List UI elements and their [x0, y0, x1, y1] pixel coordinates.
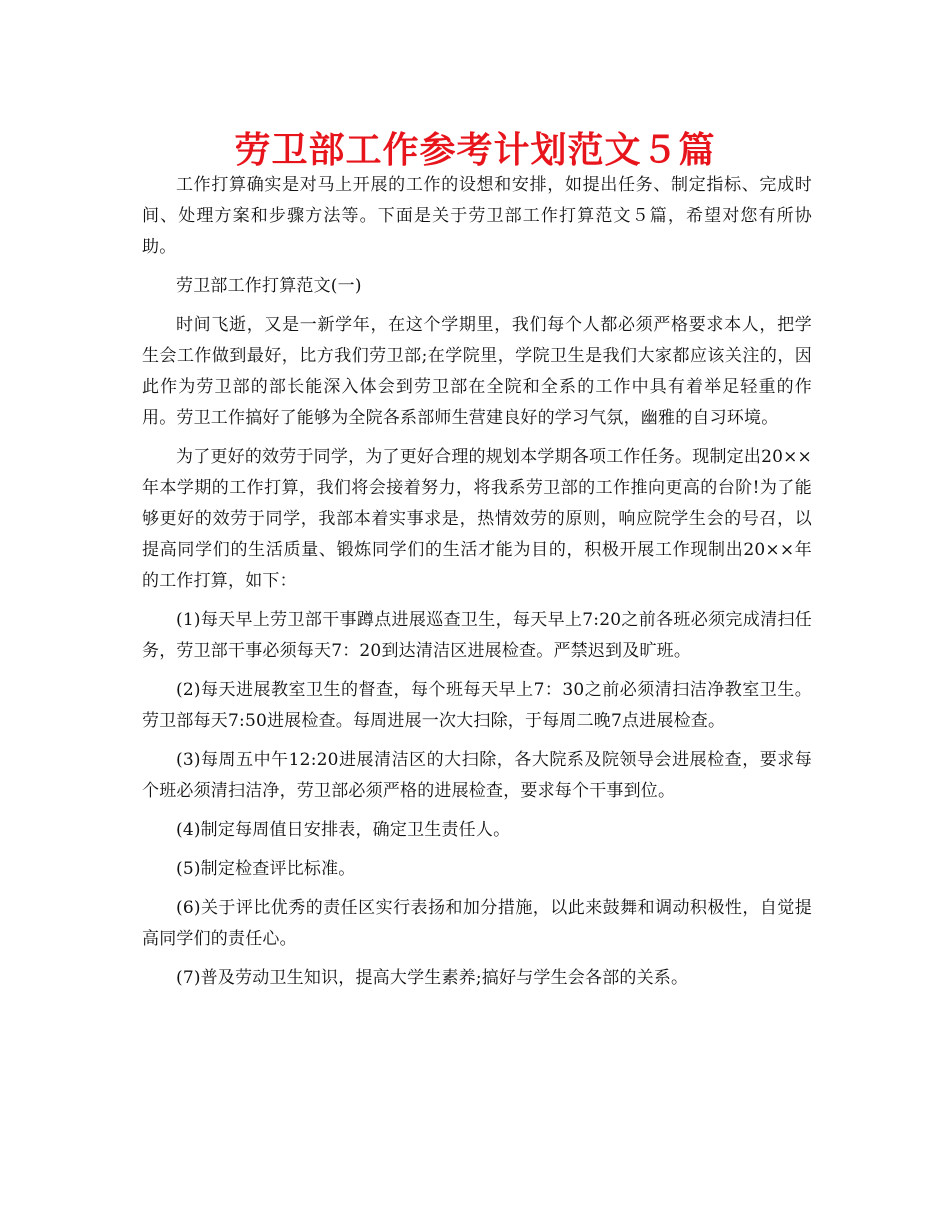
paragraph-intro: 工作打算确实是对马上开展的工作的设想和安排，如提出任务、制定指标、完成时间、处理方案和步骤方法等。下面是关于劳卫部工作打算范文５篇，希望对您有所协助。 [142, 175, 812, 257]
paragraph: 为了更好的效劳于同学，为了更好合理的规划本学期各项工作任务。现制定出20××年本学期的工作打算，我们将会接着努力，将我系劳卫部的工作推向更高的台阶!为了能够更好的效劳于同学，我部本着实事求是，热情效劳的原则，响应院学生会的号召，以提高同学们的生活质量、锻炼同学们的生活才能为目的，积极开展工作现制出20××年的工作打算，如下： [142, 447, 812, 591]
list-item: (7)普及劳动卫生知识，提高大学生素养;搞好与学生会各部的关系。 [176, 968, 689, 988]
section-heading: 劳卫部工作打算范文(一) [176, 276, 362, 296]
list-item: (4)制定每周值日安排表，确定卫生责任人。 [176, 820, 511, 840]
document-title: 劳卫部工作参考计划范文５篇 [234, 129, 716, 171]
list-item: (2)每天进展教室卫生的督查，每个班每天早上7：30之前必须清扫洁净教室卫生。劳卫部每天7:50进展检查。每周进展一次大扫除，于每周二晚7点进展检查。 [142, 680, 812, 731]
list-item: (6)关于评比优秀的责任区实行表扬和加分措施，以此来鼓舞和调动积极性，自觉提高同学们的责任心。 [142, 898, 812, 949]
list-item: (3)每周五中午12:20进展清洁区的大扫除，各大院系及院领导会进展检查，要求每个班必须清扫洁净，劳卫部必须严格的进展检查，要求每个干事到位。 [142, 750, 812, 801]
list-item: (1)每天早上劳卫部干事蹲点进展巡查卫生，每天早上7:20之前各班必须完成清扫任务，劳卫部干事必须每天7：20到达清洁区进展检查。严禁迟到及旷班。 [142, 610, 812, 661]
paragraph: 时间飞逝，又是一新学年，在这个学期里，我们每个人都必须严格要求本人，把学生会工作做到最好，比方我们劳卫部;在学院里，学院卫生是我们大家都应该关注的，因此作为劳卫部的部长能深入体会到劳卫部在全院和全系的工作中具有着举足轻重的作用。劳卫工作搞好了能够为全院各系部师生营建良好的学习气氛，幽雅的自习环境。 [142, 315, 812, 428]
document-body [142, 170, 812, 994]
list-item: (5)制定检查评比标准。 [176, 859, 356, 879]
